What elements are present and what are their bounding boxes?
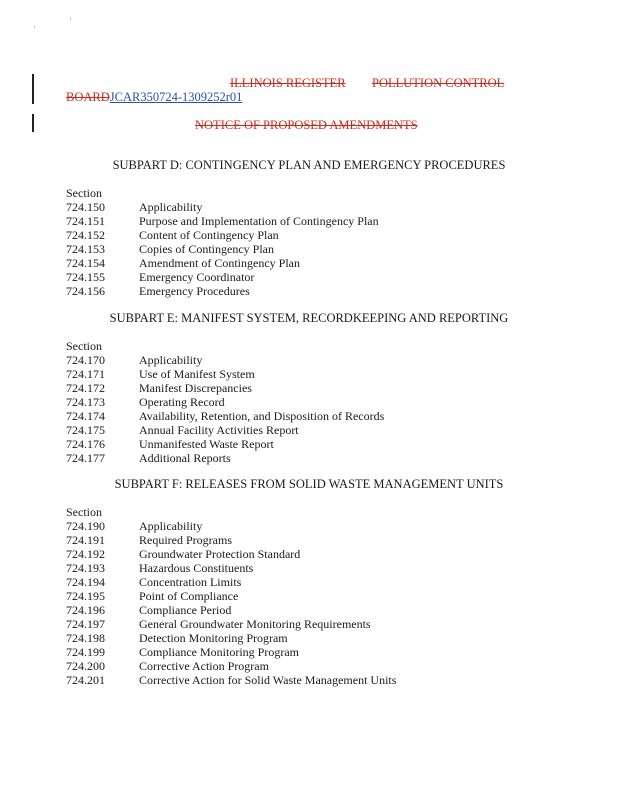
section-title: Amendment of Contingency Plan	[139, 256, 300, 270]
section-title: Required Programs	[139, 533, 232, 547]
section-row	[66, 242, 379, 256]
subpart-heading: SUBPART D: CONTINGENCY PLAN AND EMERGENCY PROCEDURES	[112, 158, 506, 172]
section-number: 724.173	[66, 395, 105, 409]
section-number: 724.172	[66, 381, 105, 395]
section-row	[66, 533, 396, 547]
section-title: Additional Reports	[139, 451, 231, 465]
section-row	[66, 423, 384, 437]
section-row	[66, 381, 384, 395]
document-id: JCAR350724-1309252r01	[109, 90, 243, 104]
section-number: 724.201	[66, 673, 105, 687]
section-row	[66, 200, 379, 214]
section-title: Emergency Procedures	[139, 284, 250, 298]
section-row	[66, 589, 396, 603]
section-row	[66, 603, 396, 617]
section-title: Copies of Contingency Plan	[139, 242, 274, 256]
section-title: Operating Record	[139, 395, 225, 409]
change-bar	[32, 114, 34, 132]
scan-speck	[70, 18, 71, 20]
section-title: Manifest Discrepancies	[139, 381, 252, 395]
section-number: 724.193	[66, 561, 105, 575]
section-column-label: Section	[66, 505, 102, 519]
section-column-label: Section	[66, 186, 102, 200]
section-number: 724.196	[66, 603, 105, 617]
board-name-line1: POLLUTION CONTROL	[372, 76, 505, 90]
section-row	[66, 437, 384, 451]
section-title: Use of Manifest System	[139, 367, 255, 381]
section-row	[66, 284, 379, 298]
section-list	[66, 519, 396, 687]
section-number: 724.197	[66, 617, 105, 631]
section-title: Annual Facility Activities Report	[139, 423, 299, 437]
section-number: 724.177	[66, 451, 105, 465]
section-title: Detection Monitoring Program	[139, 631, 288, 645]
section-title: General Groundwater Monitoring Requirements	[139, 617, 371, 631]
section-column-label: Section	[66, 339, 102, 353]
section-title: Corrective Action for Solid Waste Management Units	[139, 673, 397, 687]
section-number: 724.156	[66, 284, 105, 298]
section-number: 724.171	[66, 367, 105, 381]
section-row	[66, 367, 384, 381]
section-number: 724.155	[66, 270, 105, 284]
board-line2	[66, 90, 242, 105]
section-row	[66, 575, 396, 589]
section-row	[66, 256, 379, 270]
section-number: 724.198	[66, 631, 105, 645]
section-number: 724.174	[66, 409, 105, 423]
section-title: Purpose and Implementation of Contingency Plan	[139, 214, 379, 228]
section-row	[66, 228, 379, 242]
section-row	[66, 270, 379, 284]
section-row	[66, 395, 384, 409]
change-bar	[32, 74, 34, 104]
section-number: 724.195	[66, 589, 105, 603]
section-number: 724.153	[66, 242, 105, 256]
section-title: Compliance Period	[139, 603, 232, 617]
section-number: 724.154	[66, 256, 105, 270]
section-title: Content of Contingency Plan	[139, 228, 279, 242]
section-row	[66, 214, 379, 228]
subpart-heading: SUBPART F: RELEASES FROM SOLID WASTE MANAGEMENT UNITS	[114, 477, 504, 491]
section-number: 724.190	[66, 519, 105, 533]
section-title: Point of Compliance	[139, 589, 239, 603]
section-title: Hazardous Constituents	[139, 561, 254, 575]
section-number: 724.170	[66, 353, 105, 367]
section-number: 724.191	[66, 533, 105, 547]
section-row	[66, 617, 396, 631]
section-title: Groundwater Protection Standard	[139, 547, 301, 561]
section-title: Availability, Retention, and Disposition of Records	[139, 409, 385, 423]
section-number: 724.150	[66, 200, 105, 214]
section-list	[66, 353, 384, 465]
section-number: 724.175	[66, 423, 105, 437]
section-title: Corrective Action Program	[139, 659, 269, 673]
section-number: 724.176	[66, 437, 105, 451]
section-row	[66, 451, 384, 465]
section-row	[66, 631, 396, 645]
section-row	[66, 547, 396, 561]
section-number: 724.199	[66, 645, 105, 659]
section-row	[66, 659, 396, 673]
section-row	[66, 409, 384, 423]
section-row	[66, 673, 396, 687]
section-title: Applicability	[139, 353, 203, 367]
section-row	[66, 561, 396, 575]
scan-speck	[34, 26, 35, 28]
section-number: 724.194	[66, 575, 105, 589]
section-title: Emergency Coordinator	[139, 270, 255, 284]
register-title: ILLINOIS REGISTER	[230, 76, 346, 90]
board-name-line2: BOARD	[66, 90, 110, 104]
section-title: Applicability	[139, 200, 203, 214]
section-title: Unmanifested Waste Report	[139, 437, 274, 451]
notice-title: NOTICE OF PROPOSED AMENDMENTS	[195, 118, 418, 132]
section-row	[66, 519, 396, 533]
section-list	[66, 200, 379, 298]
section-title: Concentration Limits	[139, 575, 242, 589]
section-title: Compliance Monitoring Program	[139, 645, 299, 659]
section-number: 724.200	[66, 659, 105, 673]
section-number: 724.151	[66, 214, 105, 228]
section-title: Applicability	[139, 519, 203, 533]
subpart-heading: SUBPART E: MANIFEST SYSTEM, RECORDKEEPING AND REPORTING	[109, 311, 509, 325]
section-number: 724.152	[66, 228, 105, 242]
section-number: 724.192	[66, 547, 105, 561]
section-row	[66, 645, 396, 659]
section-row	[66, 353, 384, 367]
